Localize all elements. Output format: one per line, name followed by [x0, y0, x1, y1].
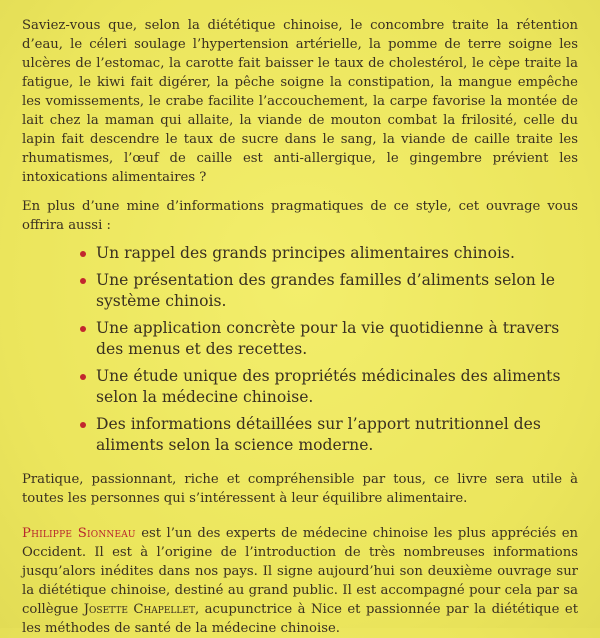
bullet-icon	[80, 422, 86, 428]
author-bio-part2: , acupunctrice à Nice et passionnée par la diététique et les méthodes de santé de la médecine chinoise.	[22, 602, 578, 636]
feature-text: Une étude unique des propriétés médicinales des aliments selon la médecine chinoise.	[96, 367, 561, 406]
bullet-icon	[80, 278, 86, 284]
back-cover-text	[22, 16, 578, 638]
bullet-icon	[80, 251, 86, 257]
author-name: Philippe Sionneau	[22, 526, 136, 541]
feature-text: Des informations détaillées sur l’apport nutritionnel des aliments selon la science moderne.	[96, 415, 541, 454]
list-item	[80, 414, 578, 456]
feature-text: Une application concrète pour la vie quotidienne à travers des menus et des recettes.	[96, 319, 560, 358]
bullet-icon	[80, 326, 86, 332]
list-item	[80, 270, 578, 312]
list-item	[80, 318, 578, 360]
list-item	[80, 366, 578, 408]
list-item	[80, 243, 578, 264]
lead-paragraph: En plus d’une mine d’informations pragmatiques de ce style, cet ouvrage vous offrira aussi :	[22, 199, 578, 233]
intro-paragraph: Saviez-vous que, selon la diététique chinoise, le concombre traite la rétention d’eau, le céleri soulage l’hypertension artérielle, la pomme de terre soigne les ulcères de l’estomac, la carotte fait baisser le taux de cholestérol, le cèpe traite la fatigue, le kiwi fait digérer, la pêche soigne la constipation, la mangue empêche les vomissements, le crabe facilite l’accouchement, la carpe favorise la montée de lait chez la maman qui allaite, la viande de mouton combat la frilosité, celle du lapin fait descendre le taux de sucre dans le sang, la viande de caille traite les rhumatismes, l’œuf de caille est anti-allergique, le gingembre prévient les intoxications alimentaires ?	[22, 18, 578, 185]
feature-text: Une présentation des grandes familles d’aliments selon le système chinois.	[96, 271, 555, 310]
closing-paragraph: Pratique, passionnant, riche et compréhensible par tous, ce livre sera utile à toutes les personnes qui s’intéressent à leur équilibre alimentaire.	[22, 472, 578, 506]
feature-text: Un rappel des grands principes alimentaires chinois.	[96, 244, 515, 262]
author-bio-part1: est l’un des experts de médecine chinoise les plus appréciés en Occident. Il est à l’origine de l’introduction de très nombreuses informations jusqu’alors inédites dans nos pays. Il signe aujourd’hui son deuxième ouvrage sur la diététique chinoise, destiné au grand public. Il est accompagné pour cela par sa collègue	[22, 526, 578, 617]
colleague-name: Josette Chapellet	[83, 602, 195, 617]
bullet-icon	[80, 374, 86, 380]
feature-list	[22, 243, 578, 456]
author-paragraph	[22, 524, 578, 638]
